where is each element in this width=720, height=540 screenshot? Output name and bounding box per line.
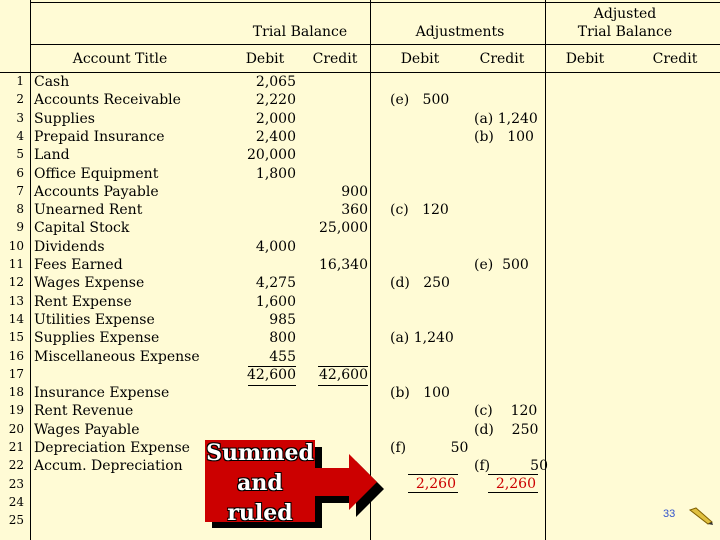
adj-debit-cell: (d) 250	[390, 275, 450, 292]
account-title: Land	[34, 147, 70, 164]
tb-debit-cell: 1,800	[255, 165, 296, 182]
account-title: Wages Expense	[34, 275, 145, 292]
row-number: 18	[8, 385, 24, 400]
tb-credit-cell: 42,600	[319, 366, 368, 383]
adj-credit-total-rule	[488, 474, 538, 475]
tb-debit-cell: 1,600	[255, 293, 296, 310]
row-number: 4	[16, 128, 24, 143]
tb-debit-cell: 2,000	[255, 110, 296, 127]
account-title: Unearned Rent	[34, 202, 143, 219]
adj-debit-cell: (e) 500	[390, 92, 450, 109]
row-number: 19	[8, 403, 24, 418]
account-title: Accum. Depreciation	[34, 458, 183, 475]
row-number: 2	[16, 92, 24, 107]
header-account-title: Account Title	[72, 51, 168, 67]
account-title: Prepaid Insurance	[34, 128, 165, 145]
tb-credit-total-rule	[318, 366, 368, 367]
header-atb-debit: Debit	[565, 51, 605, 67]
account-title: Supplies	[34, 110, 95, 127]
row-number: 11	[8, 257, 24, 271]
tb-debit-cell: 2,400	[255, 128, 296, 145]
header-tb-debit: Debit	[245, 51, 285, 67]
row-number: 5	[16, 147, 24, 162]
adj-credit-cell: (b) 100	[474, 128, 534, 145]
callout-text	[204, 438, 316, 528]
account-title: Accounts Receivable	[34, 92, 181, 109]
row-number: 9	[16, 220, 24, 235]
tb-credit-cell: 16,340	[319, 257, 368, 273]
tb-credit-cell: 900	[341, 183, 368, 200]
tb-credit-cell: 25,000	[319, 220, 368, 237]
callout-line1: Summed	[206, 440, 314, 466]
tb-debit-cell: 985	[269, 311, 296, 328]
row-number: 23	[8, 476, 24, 491]
row-number: 14	[8, 311, 24, 326]
tb-debit-cell: 20,000	[247, 147, 296, 164]
tb-debit-cell: 4,000	[255, 238, 296, 255]
account-title: Accounts Payable	[34, 183, 159, 200]
row-number: 16	[8, 348, 24, 363]
adj-credit-cell: (d) 250	[474, 421, 539, 438]
account-title: Wages Payable	[34, 421, 140, 438]
row-number: 22	[8, 458, 24, 473]
tb-debit-cell: 4,275	[255, 275, 296, 292]
account-title: Cash	[34, 74, 70, 90]
row-number: 6	[16, 165, 24, 180]
adj-credit-cell: (a) 1,240	[474, 110, 538, 127]
account-title: Rent Revenue	[34, 403, 134, 420]
adj-credit-total: 2,260	[495, 476, 536, 492]
adj-debit-total-rule	[408, 474, 458, 475]
tb-debit-double-rule	[248, 385, 296, 386]
adj-debit-double-rule	[408, 492, 458, 493]
row-number: 1	[16, 74, 24, 88]
account-title: Miscellaneous Expense	[34, 348, 200, 365]
account-title: Capital Stock	[34, 220, 130, 237]
tb-debit-cell: 2,220	[255, 92, 296, 109]
row-number: 13	[8, 293, 24, 308]
header-tb-credit: Credit	[312, 51, 358, 67]
tb-debit-cell: 42,600	[247, 366, 296, 383]
account-title: Fees Earned	[34, 257, 123, 273]
account-title: Depreciation Expense	[34, 440, 190, 456]
header-adjusted-line1: Adjusted	[593, 6, 657, 22]
tb-debit-cell: 2,065	[255, 74, 296, 90]
row-number: 24	[8, 494, 24, 509]
adj-credit-cell: (c) 120	[474, 403, 538, 420]
row-number: 25	[8, 513, 24, 528]
pencil-icon	[688, 506, 714, 526]
header-atb-credit: Credit	[652, 51, 698, 67]
account-title: Insurance Expense	[34, 385, 170, 402]
callout-line3: ruled	[227, 500, 293, 526]
adj-debit-cell: (c) 120	[390, 202, 449, 219]
adj-credit-double-rule	[488, 492, 538, 493]
tb-debit-total-rule	[248, 366, 296, 367]
row-number: 12	[8, 275, 24, 290]
header-adjusted-line2: Trial Balance	[577, 24, 673, 40]
adj-debit-total: 2,260	[415, 476, 456, 492]
row-number: 17	[8, 366, 24, 381]
header-adj-debit: Debit	[400, 51, 440, 67]
tb-credit-double-rule	[318, 385, 368, 386]
row-number: 10	[8, 238, 24, 253]
page-number: 33	[663, 508, 676, 520]
row-number: 15	[8, 330, 24, 345]
adj-credit-cell: (e) 500	[474, 257, 529, 273]
tb-debit-cell: 800	[269, 330, 296, 347]
header-trial-balance: Trial Balance	[252, 24, 348, 40]
account-title: Supplies Expense	[34, 330, 160, 347]
row-number: 20	[8, 421, 24, 436]
callout-line2: and	[237, 470, 283, 496]
row-number: 7	[16, 183, 24, 198]
account-title: Utilities Expense	[34, 311, 155, 328]
account-title: Rent Expense	[34, 293, 132, 310]
adj-debit-cell: (f) 50	[390, 440, 469, 456]
header-adjustments: Adjustments	[415, 24, 505, 40]
adj-debit-cell: (b) 100	[390, 385, 450, 402]
row-number: 8	[16, 202, 24, 217]
adj-debit-cell: (a) 1,240	[390, 330, 454, 347]
row-number: 21	[8, 440, 24, 454]
tb-debit-cell: 455	[269, 348, 296, 365]
adj-credit-cell: (f) 50	[474, 458, 548, 475]
row-number: 3	[16, 110, 24, 125]
account-title: Office Equipment	[34, 165, 159, 182]
tb-credit-cell: 360	[341, 202, 368, 219]
account-title: Dividends	[34, 238, 105, 255]
header-adj-credit: Credit	[479, 51, 525, 67]
